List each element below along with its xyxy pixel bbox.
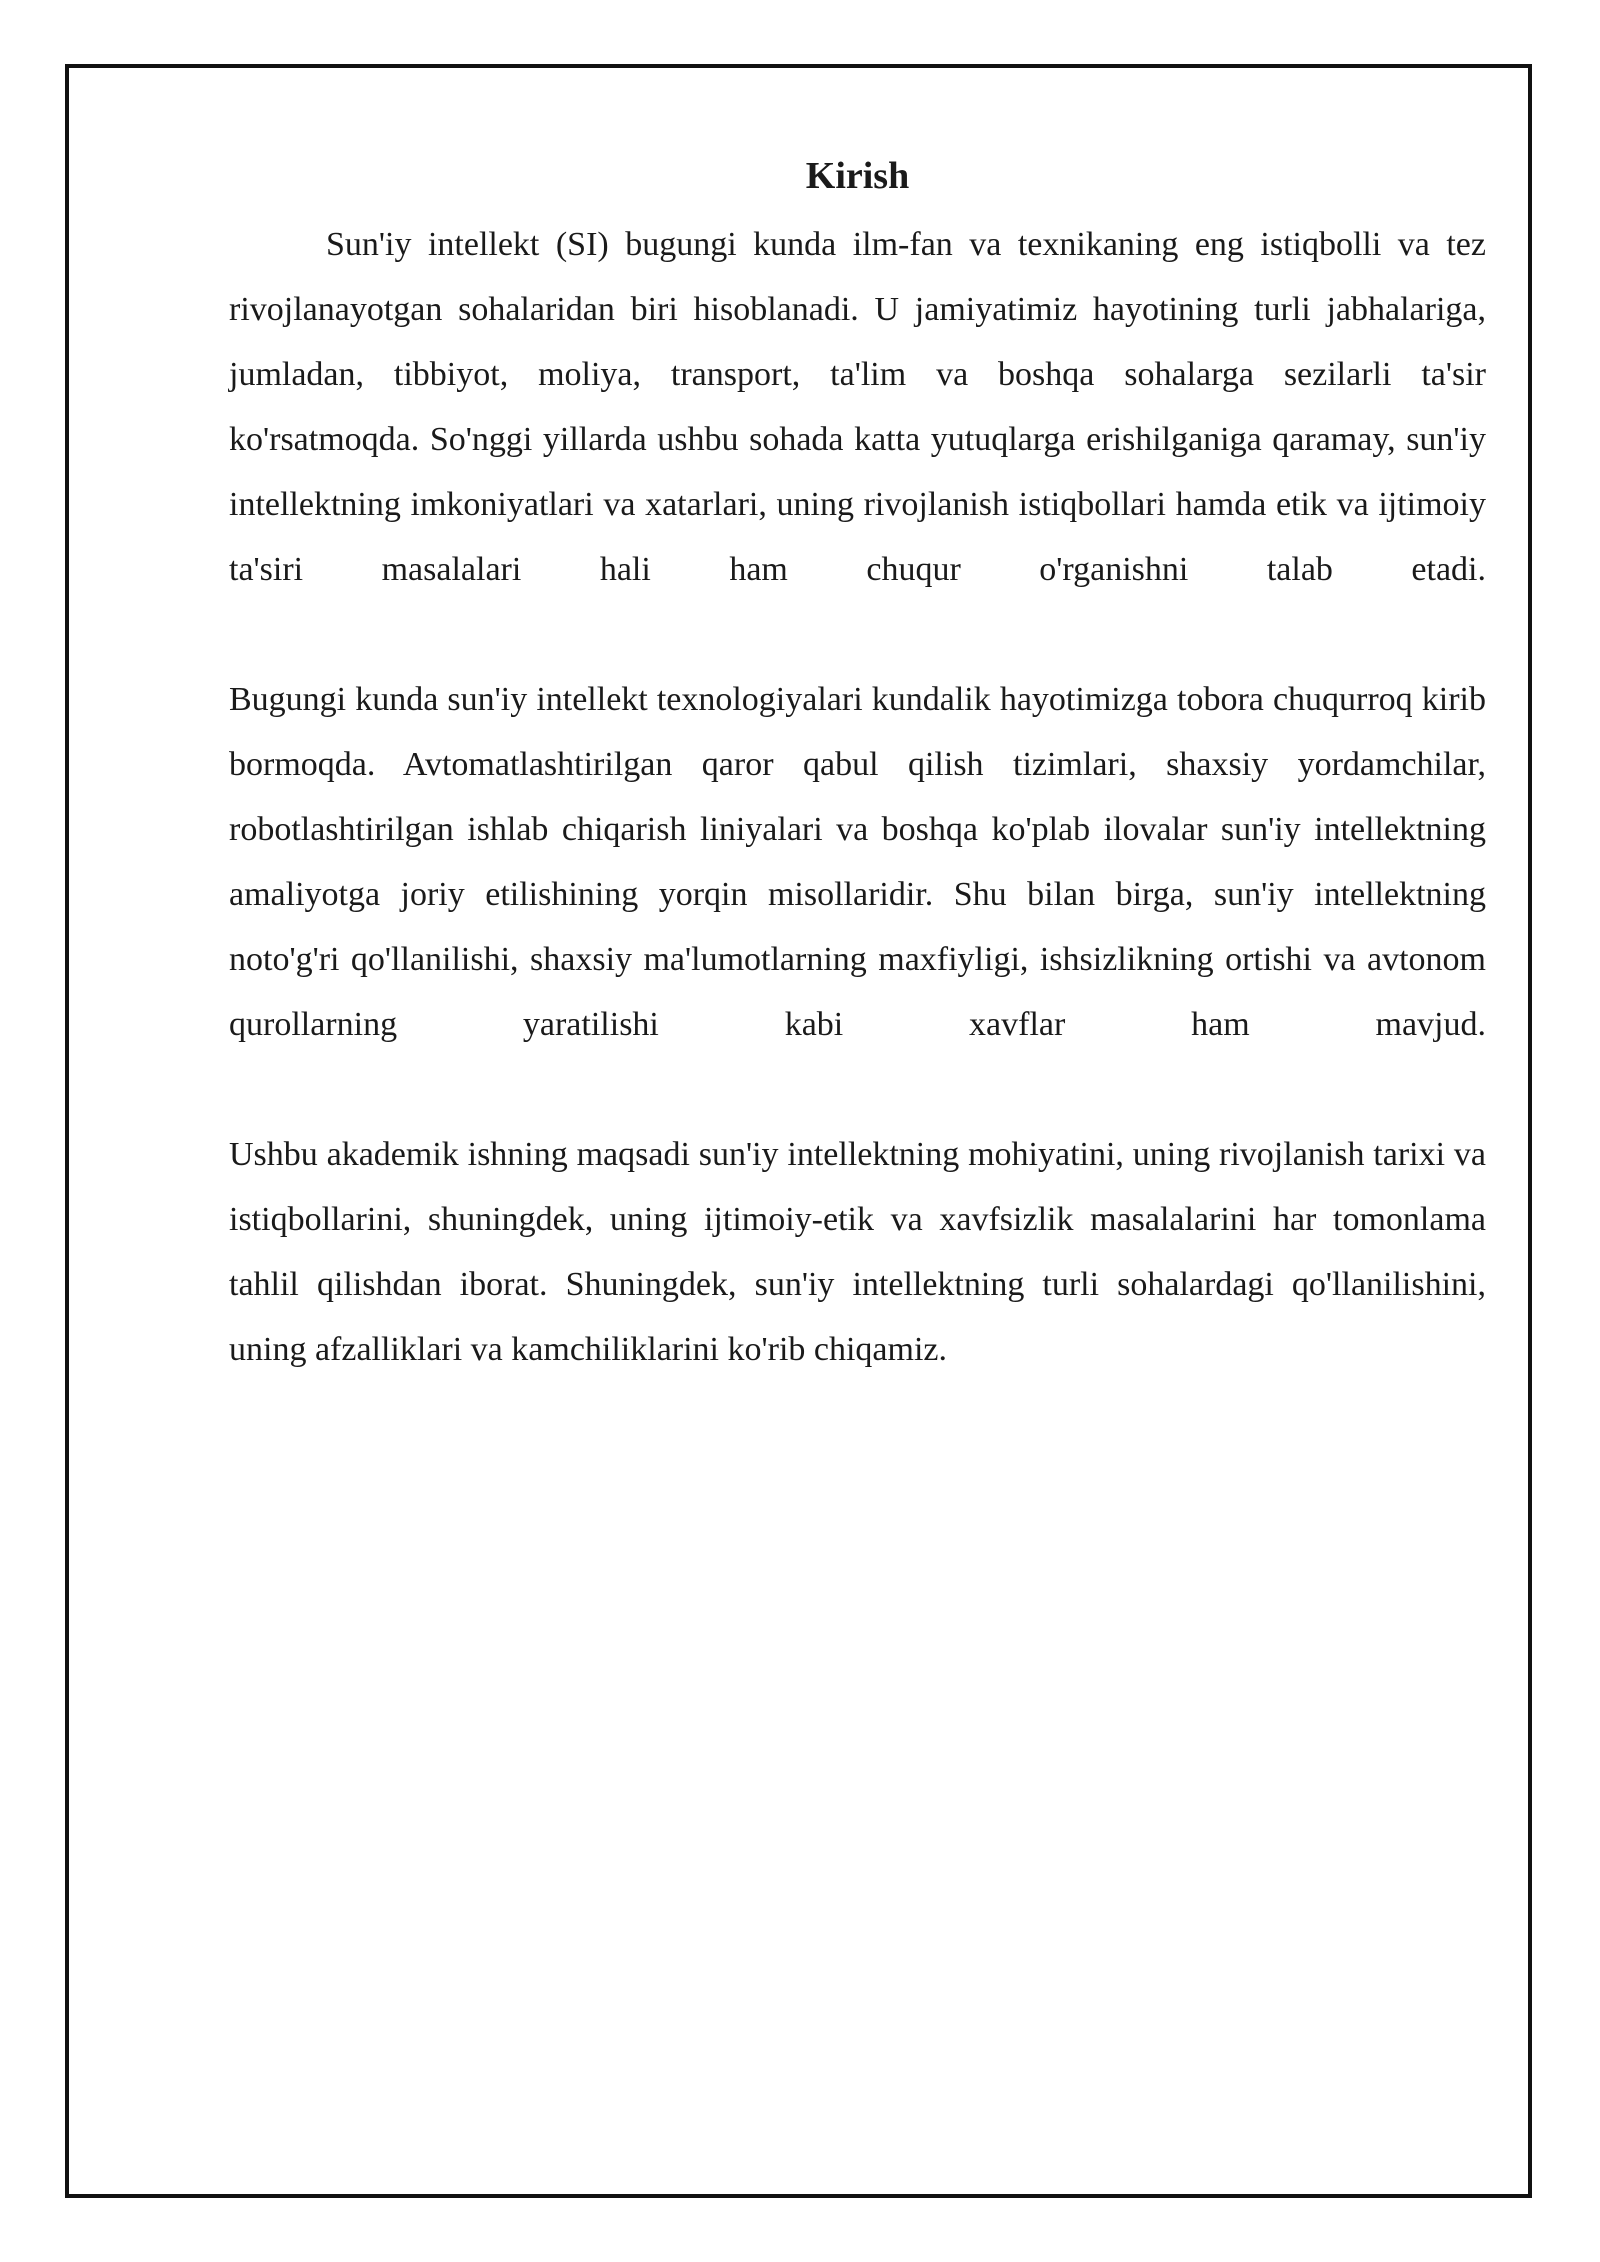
- document-title: Kirish: [805, 155, 910, 197]
- paragraph-spacer: [229, 1057, 1486, 1122]
- paragraph-spacer: [229, 602, 1486, 667]
- document-body: [229, 152, 1486, 1382]
- paragraph-1: Sun'iy intellekt (SI) bugungi kunda ilm-fan va texnikaning eng istiqbolli va tez rivojlanayotgan sohalaridan biri hisoblanadi. U jamiyatimiz hayotining turli jabhalariga, jumladan, tibbiyot, moliya, transport, ta'lim va boshqa sohalarga sezilarli ta'sir ko'rsatmoqda. So'nggi yillarda ushbu sohada katta yutuqlarga erishilganiga qaramay, sun'iy intellektning imkoniyatlari va xatarlari, uning rivojlanish istiqbollari hamda etik va ijtimoiy ta'siri masalalari hali ham chuqur o'rganishni talab etadi.: [229, 226, 1486, 588]
- paragraph-3: Ushbu akademik ishning maqsadi sun'iy intellektning mohiyatini, uning rivojlanish tarixi va istiqbollarini, shuningdek, uning ijtimoiy-etik va xavfsizlik masalalarini har tomonlama tahlil qilishdan iborat. Shuningdek, sun'iy intellektning turli sohalardagi qo'llanilishini, uning afzalliklari va kamchiliklarini ko'rib chiqamiz.: [229, 1136, 1486, 1368]
- paragraph-2: Bugungi kunda sun'iy intellekt texnologiyalari kundalik hayotimizga tobora chuqurroq kirib bormoqda. Avtomatlashtirilgan qaror qabul qilish tizimlari, shaxsiy yordamchilar, robotlashtirilgan ishlab chiqarish liniyalari va boshqa ko'plab ilovalar sun'iy intellektning amaliyotga joriy etilishining yorqin misollaridir. Shu bilan birga, sun'iy intellektning noto'g'ri qo'llanilishi, shaxsiy ma'lumotlarning maxfiyligi, ishsizlikning ortishi va avtonom qurollarning yaratilishi kabi xavflar ham mavjud.: [229, 681, 1486, 1043]
